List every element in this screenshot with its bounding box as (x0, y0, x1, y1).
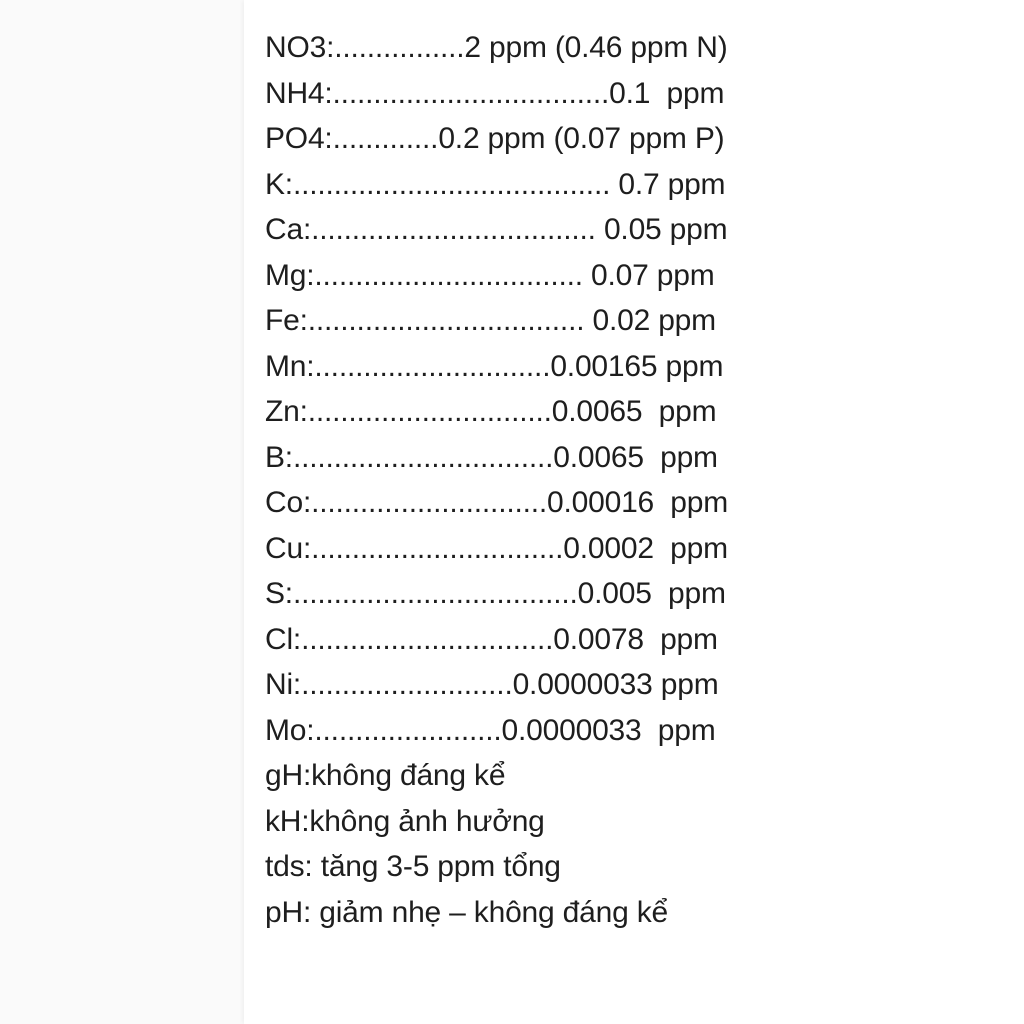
line-co: Co:.............................0.00016 ppm (265, 486, 729, 519)
line-gh: gH:không đáng kể (265, 759, 506, 792)
line-zn: Zn:..............................0.0065 ppm (265, 395, 717, 428)
line-kh: kH:không ảnh hưởng (265, 804, 545, 838)
line-cl: Cl:...............................0.0078 ppm (265, 622, 718, 656)
line-mn: Mn:.............................0.00165 ppm (265, 349, 724, 383)
line-ni: Ni:..........................0.0000033 ppm (265, 668, 719, 701)
line-s: S:...................................0.005 ppm (265, 577, 726, 610)
line-ph: pH: giảm nhẹ – không đáng kể (265, 895, 669, 929)
line-fe: Fe:.................................. 0.02 ppm (265, 304, 716, 337)
line-no3: NO3:................2 ppm (0.46 ppm N) (265, 31, 728, 64)
line-ca: Ca:................................... 0.05 ppm (265, 213, 728, 246)
line-tds: tds: tăng 3-5 ppm tổng (265, 850, 561, 883)
line-po4: PO4:.............0.2 ppm (0.07 ppm P) (265, 122, 725, 155)
line-mo: Mo:.......................0.0000033 ppm (265, 713, 716, 747)
line-cu: Cu:...............................0.0002 ppm (265, 531, 728, 565)
line-b: B:................................0.0065 ppm (265, 440, 718, 474)
line-nh4: NH4:..................................0.1 ppm (265, 76, 725, 110)
parameter-list (265, 25, 785, 935)
line-k: K:....................................... 0.7 ppm (265, 167, 726, 201)
line-mg: Mg:................................. 0.07 ppm (265, 258, 715, 292)
